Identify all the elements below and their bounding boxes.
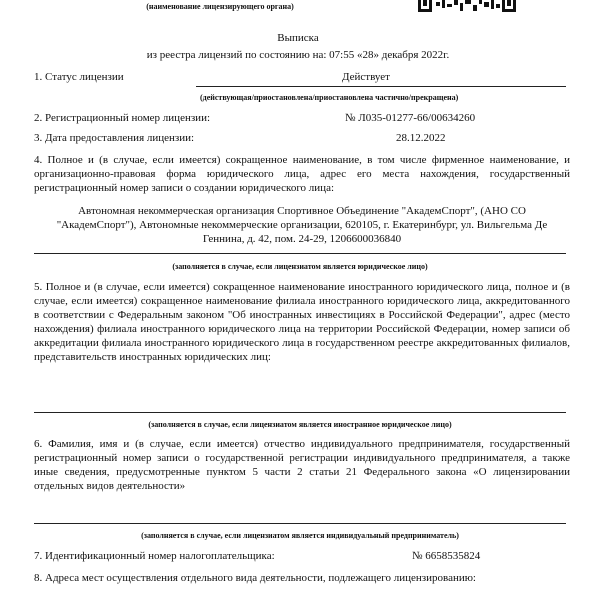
status-label: 1. Статус лицензии	[34, 71, 124, 83]
reg-number-label: 2. Регистрационный номер лицензии:	[34, 112, 211, 124]
status-value: Действует	[342, 71, 390, 83]
foreign-entity-underline	[34, 412, 566, 413]
entrepreneur-caption: (заполняется в случае, если лицензиатом является индивидуальный предприниматель)	[141, 531, 459, 540]
document-subtitle: из реестра лицензий по состоянию на: 07:55 «28» декабря 2022г.	[146, 49, 450, 61]
inn-label: 7. Идентификационный номер налогоплательщика:	[34, 550, 275, 562]
entrepreneur-paragraph: 6. Фамилия, имя и (в случае, если имеется) отчество индивидуального предпринимателя, государственный регистрационный номер записи о государственной регистрации индивидуального предпринимателя, а также иные сведения, предусмотренные пунктом 5 части 2 статьи 21 Федерального закона «О лицензировании отдельных видов деятельности»	[34, 438, 570, 492]
inn-value: № 6658535824	[412, 550, 481, 562]
foreign-entity-caption: (заполняется в случае, если лицензиатом является иностранное юридическое лицо)	[148, 420, 452, 429]
foreign-entity-paragraph: 5. Полное и (в случае, если имеется) сокращенное наименование иностранного юридического лица, полное и (в случае, если имеется) сокращенное наименование филиала иностранного юридического лица, аккредитованного в соответствии с Федеральным законом "Об иностранных инвестициях в Российской Федерации", адрес (место нахождения) филиала иностранного юридического лица на территории Российской Федерации, номер записи об аккредитации филиала иностранного юридического лица в государственном реестре аккредитованных филиалов, представительств иностранных юридических лиц:	[34, 281, 570, 363]
reg-number-value: № Л035-01277-66/00634260	[345, 112, 476, 124]
organization-paragraph: 4. Полное и (в случае, если имеется) сокращенное наименование, в том числе фирменное наименование, и организационно-правовая форма юридического лица, адрес его места нахождения, государственный регистрационный номер записи о создании юридического лица:	[34, 154, 570, 194]
issue-date-value: 28.12.2022	[396, 132, 446, 144]
issue-date-label: 3. Дата предоставления лицензии:	[34, 132, 195, 144]
addresses-label: 8. Адреса мест осуществления отдельного вида деятельности, подлежащего лицензированию:	[34, 572, 476, 584]
entrepreneur-underline	[34, 523, 566, 524]
organization-caption: (заполняется в случае, если лицензиатом является юридическое лицо)	[172, 262, 428, 271]
licensing-authority-caption: (наименование лицензирующего органа)	[146, 2, 294, 11]
organization-underline	[34, 253, 566, 254]
document-title: Выписка	[277, 32, 319, 44]
status-caption: (действующая/приостановлена/приостановлена частично/прекращена)	[200, 93, 459, 102]
qr-code	[418, 0, 522, 16]
status-underline	[196, 86, 566, 87]
organization-value: Автономная некоммерческая организация Спортивное Объединение "АкадемСпорт", (АНО СО "АкадемСпорт"), Автономные некоммерческие организации, 620105, г. Екатеринбург, ул. Вильгельма Де Геннина, д. 42, пом. 24-29, 1206600036840	[56, 205, 548, 245]
